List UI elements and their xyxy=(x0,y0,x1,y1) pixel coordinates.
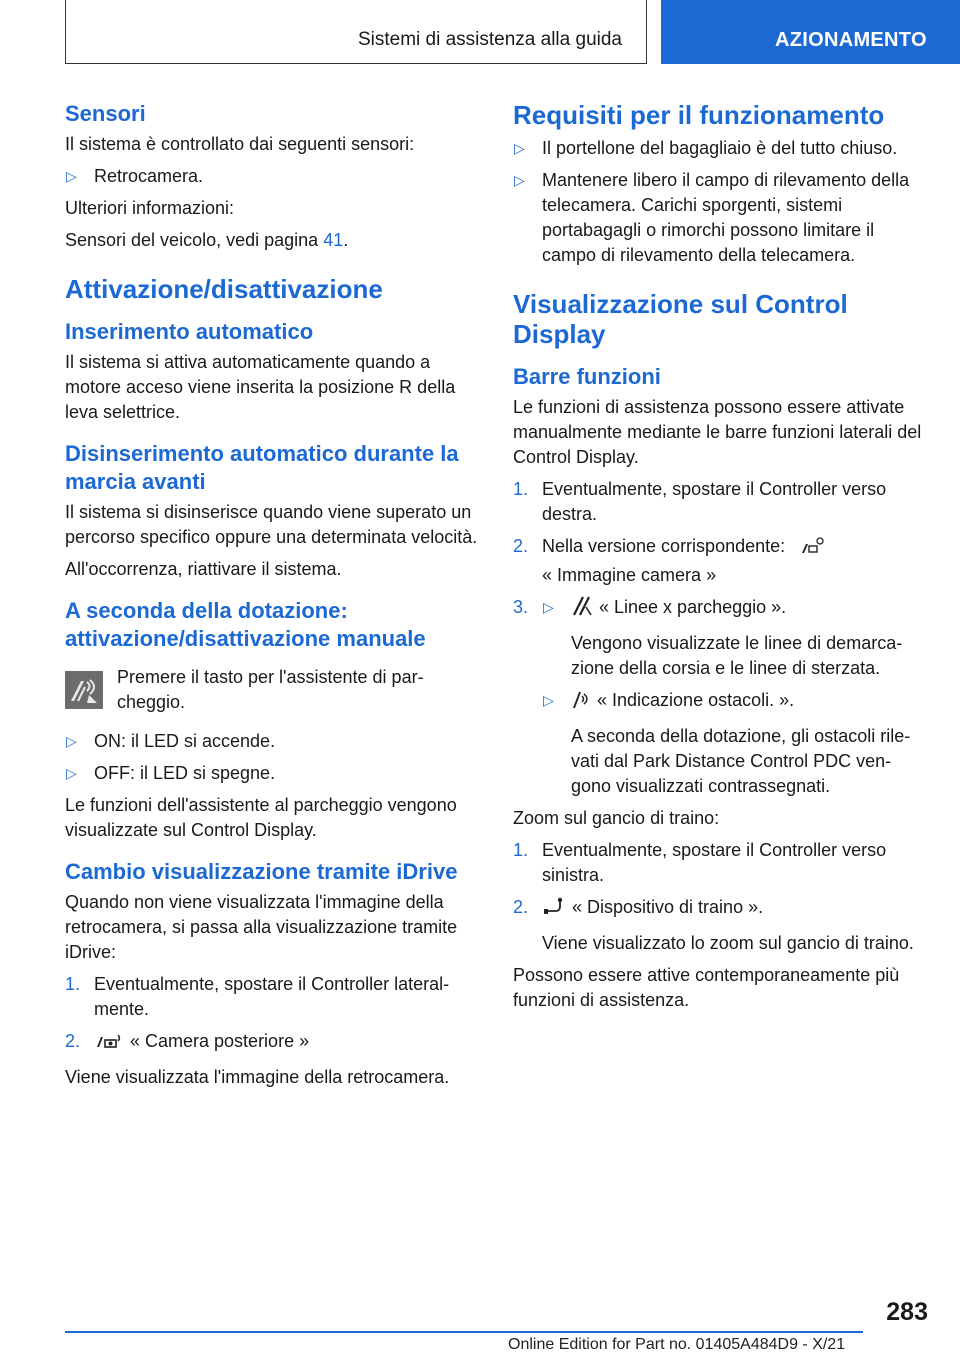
section-header-box xyxy=(65,0,647,64)
camera-settings-icon xyxy=(800,536,826,563)
page-reference: Sensori del veicolo, vedi pagina 41. xyxy=(65,230,349,250)
bullet-item: ▷ OFF: il LED si spegne. xyxy=(65,761,485,786)
page-link[interactable]: 41 xyxy=(323,230,344,250)
paragraph: Le funzioni dell'assistente al parcheggio vengono visualizzate sul Control Display. xyxy=(65,795,457,840)
chapter-title: AZIONAMENTO xyxy=(775,29,927,51)
paragraph: Quando non viene visualizzata l'immagine della retrocamera, si passa alla visualizzazione tramite iDrive: xyxy=(65,892,458,962)
bullet-item: ▷ ON: il LED si accende. xyxy=(65,729,485,754)
obstacle-icon xyxy=(571,688,591,717)
bullet-item: ▷ Retrocamera. xyxy=(65,164,485,189)
triangle-bullet-icon: ▷ xyxy=(514,172,525,188)
paragraph: Il sistema è controllato dai seguenti sensori: xyxy=(65,134,415,154)
sub-bullet: ▷ « Indicazione ostacoli. ». xyxy=(513,688,933,717)
heading-manuale: A seconda della dotazione: attivazione/disattivazione manuale xyxy=(65,598,426,651)
right-column xyxy=(513,100,933,1020)
heading-barre: Barre funzioni xyxy=(513,364,661,389)
heading-visualizzazione: Visualizzazione sul Control Display xyxy=(513,289,848,349)
section-title: Sistemi di assistenza alla guida xyxy=(357,29,622,50)
paragraph: Le funzioni di assistenza possono essere attivate manualmente mediante le barre funzioni laterali del Control Display. xyxy=(513,397,922,467)
heading-cambio: Cambio visualizzazione tramite iDrive xyxy=(65,859,458,884)
numbered-step: 1. Eventualmente, spostare il Controller verso destra. xyxy=(513,479,887,524)
paragraph: Viene visualizzata l'immagine della retrocamera. xyxy=(65,1067,450,1087)
step-description: Vengono visualizzate le linee di demarca‐ zione della corsia e le linee di sterzata. xyxy=(571,633,903,678)
paragraph: Il sistema si disinserisce quando viene superato un percorso specifico oppure una determinata velocità. xyxy=(65,502,478,547)
bullet-item: ▷ Il portellone del bagagliaio è del tutto chiuso. xyxy=(513,136,933,161)
rear-camera-icon xyxy=(94,1031,124,1058)
button-instruction-text: Premere il tasto per l'assistente di par‐ cheggio. xyxy=(117,667,424,712)
paragraph: Il sistema si attiva automaticamente quando a motore acceso viene inserita la posizione R della leva selettrice. xyxy=(65,352,456,422)
bullet-item: ▷ Mantenere libero il campo di rilevamento della telecamera. Carichi sporgenti, sistemi portabagagli o rimorchi possono limitare il campo di rilevamento della telecamera. xyxy=(514,170,910,265)
step-description: Viene visualizzato lo zoom sul gancio di traino. xyxy=(542,933,914,953)
numbered-step: 1. Eventualmente, spostare il Controller verso sinistra. xyxy=(513,840,887,885)
numbered-step: 2. « Camera posteriore » xyxy=(65,1029,485,1058)
heading-disinserimento: Disinserimento automatico durante la marcia avanti xyxy=(65,441,459,494)
numbered-step: 2. Nella versione corrispondente: « Immagine camera » xyxy=(513,534,933,588)
heading-attivazione: Attivazione/disattivazione xyxy=(65,274,383,304)
button-instruction xyxy=(65,665,485,715)
paragraph: Ulteriori informazioni: xyxy=(65,198,235,218)
chapter-tab xyxy=(661,0,960,64)
footer-divider xyxy=(65,1331,863,1333)
page-number: 283 xyxy=(886,1298,928,1326)
paragraph: Possono essere attive contemporaneamente più funzioni di assistenza. xyxy=(513,965,900,1010)
parking-lines-icon xyxy=(571,595,593,624)
triangle-bullet-icon: ▷ xyxy=(66,733,77,749)
triangle-bullet-icon: ▷ xyxy=(543,599,554,615)
triangle-bullet-icon: ▷ xyxy=(66,765,77,781)
parking-assistant-button-icon xyxy=(65,671,103,709)
footer-edition: Online Edition for Part no. 01405A484D9 - X/21 xyxy=(508,1336,846,1353)
paragraph: All'occorrenza, riattivare il sistema. xyxy=(65,559,342,579)
tow-hitch-icon xyxy=(542,897,566,924)
numbered-step: 2. « Dispositivo di traino ». xyxy=(513,895,933,924)
heading-requisiti: Requisiti per il funzionamento xyxy=(513,100,885,130)
page-header xyxy=(0,0,960,66)
heading-sensori: Sensori xyxy=(65,101,146,126)
triangle-bullet-icon: ▷ xyxy=(543,692,554,708)
left-column xyxy=(65,100,485,1097)
triangle-bullet-icon: ▷ xyxy=(514,140,525,156)
heading-inserimento: Inserimento automatico xyxy=(65,319,314,344)
paragraph: Zoom sul gancio di traino: xyxy=(513,808,720,828)
numbered-step: 3. ▷ « Linee x parcheggio ». xyxy=(513,595,933,624)
numbered-step: 1. Eventualmente, spostare il Controller lateral‐ mente. xyxy=(65,974,450,1019)
step-description: A seconda della dotazione, gli ostacoli rile‐ vati dal Park Distance Control PDC ven‐ gono visualizzati contrassegnati. xyxy=(571,726,911,796)
triangle-bullet-icon: ▷ xyxy=(66,168,77,184)
